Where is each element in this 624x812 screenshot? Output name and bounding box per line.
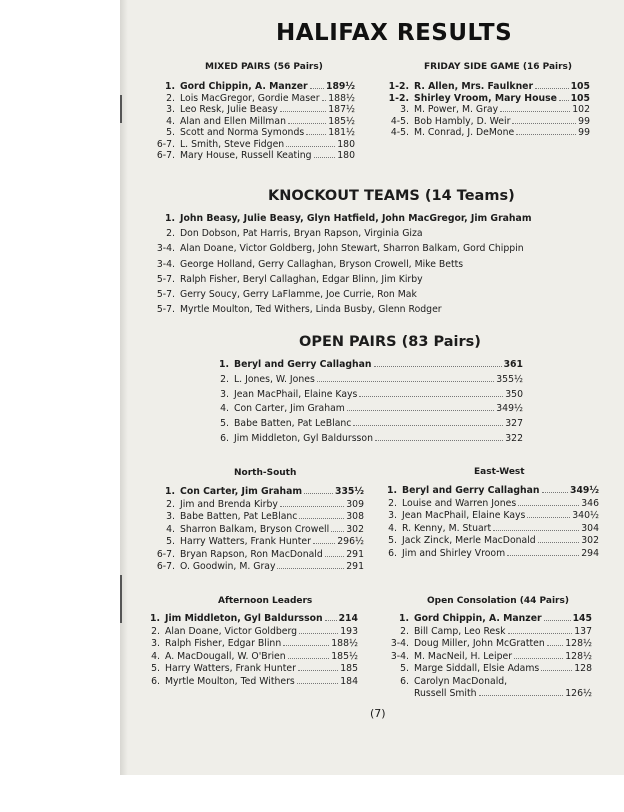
result-score: 291 <box>346 548 364 560</box>
dot-leader <box>297 683 339 684</box>
result-rank: 5. <box>388 535 397 546</box>
result-names: Shirley Vroom, Mary House <box>414 92 557 104</box>
result-score: 346 <box>581 497 599 509</box>
result-row <box>150 626 358 639</box>
result-names: George Holland, Gerry Callaghan, Bryson Crowell, Mike Betts <box>180 258 464 270</box>
dot-leader <box>299 633 338 634</box>
result-row <box>150 499 364 512</box>
result-names: Harry Watters, Frank Hunter <box>165 663 296 674</box>
result-score: 193 <box>340 625 358 637</box>
north-south-list <box>150 486 364 574</box>
result-rank: 5. <box>166 536 175 547</box>
result-row <box>384 688 592 701</box>
result-rank: 1. <box>164 213 175 224</box>
result-score: 302 <box>581 535 599 546</box>
result-score: 128½ <box>565 638 592 649</box>
dot-leader <box>298 670 338 671</box>
result-row <box>387 535 599 548</box>
result-score: 296½ <box>337 536 364 547</box>
dot-leader <box>538 542 580 543</box>
result-names: Beryl and Gerry Callaghan <box>402 485 540 496</box>
result-row <box>150 287 560 302</box>
dot-leader <box>283 645 329 646</box>
dot-leader <box>277 568 344 569</box>
result-score: 180 <box>337 150 355 161</box>
result-rank: 6. <box>151 675 160 687</box>
dot-leader <box>306 134 326 135</box>
result-row <box>387 548 599 561</box>
knockout-teams-list <box>150 211 560 317</box>
dot-leader <box>479 695 564 696</box>
result-row <box>150 116 355 128</box>
result-rank: 2. <box>220 373 229 385</box>
page-number: (7) <box>370 707 386 720</box>
result-score: 327 <box>505 418 523 430</box>
result-row <box>150 93 355 105</box>
result-names: Jean MacPhail, Elaine Kays <box>234 388 358 400</box>
dot-leader <box>347 410 494 411</box>
result-score: 181½ <box>328 127 355 138</box>
dot-leader <box>374 366 502 367</box>
result-rank: 1. <box>219 359 230 370</box>
result-names: John Beasy, Julie Beasy, Glyn Hatfield, John MacGregor, Jim Graham <box>180 213 532 224</box>
result-rank: 4. <box>166 523 175 535</box>
result-score: 309 <box>346 498 364 510</box>
result-rank: 5-7. <box>156 273 175 285</box>
east-west-list <box>387 485 599 560</box>
result-rank: 4. <box>151 650 160 662</box>
result-rank: 5. <box>166 127 175 138</box>
result-names: Bob Hambly, D. Weir <box>414 115 511 127</box>
dot-leader <box>559 100 569 101</box>
afternoon-leaders-list <box>150 613 358 688</box>
result-score: 350 <box>505 388 523 400</box>
result-names: Jean MacPhail, Elaine Kays <box>402 510 526 521</box>
result-score: 294 <box>581 547 599 559</box>
result-names: Doug Miller, John McGratten <box>414 638 545 649</box>
result-names: Carolyn MacDonald, <box>414 675 508 687</box>
result-rank: 1. <box>398 613 409 624</box>
result-names: Jim and Brenda Kirby <box>180 498 278 510</box>
open-pairs-heading: OPEN PAIRS (83 Pairs) <box>299 334 481 350</box>
result-score: 126½ <box>565 688 592 699</box>
binding-mark <box>120 95 122 123</box>
result-names: Gord Chippin, A. Manzer <box>414 613 542 624</box>
result-rank: 6. <box>400 675 409 687</box>
result-row <box>384 613 592 626</box>
dot-leader <box>518 505 579 506</box>
result-score: 185 <box>340 663 358 674</box>
dot-leader <box>310 88 324 89</box>
result-names: Alan Doane, Victor Goldberg <box>165 625 298 637</box>
result-names: A. MacDougall, W. O'Brien <box>165 650 286 662</box>
result-rank: 4. <box>220 403 229 415</box>
dot-leader <box>527 517 570 518</box>
east-west-heading: East-West <box>474 467 525 477</box>
result-rank: 5-7. <box>156 288 175 300</box>
result-score: 128½ <box>565 650 592 662</box>
result-row <box>387 498 599 511</box>
result-score: 322 <box>505 432 523 444</box>
dot-leader <box>280 111 326 112</box>
result-row <box>384 676 592 689</box>
result-names: Bill Camp, Leo Resk <box>414 625 506 637</box>
result-row <box>384 626 592 639</box>
result-names: Marge Siddall, Elsie Adams <box>414 663 540 674</box>
dot-leader <box>325 620 337 621</box>
result-names: Jim and Shirley Vroom <box>402 547 506 559</box>
result-names: Sharron Balkam, Bryson Crowell <box>180 523 330 535</box>
result-rank: 1-2. <box>388 81 409 92</box>
result-rank: 4. <box>388 522 397 534</box>
result-score: 99 <box>578 115 590 127</box>
result-names: M. Power, M. Gray <box>414 104 499 115</box>
result-row <box>384 104 590 116</box>
result-score: 188½ <box>331 638 358 649</box>
result-score: 187½ <box>328 104 355 115</box>
result-row <box>384 116 590 128</box>
result-names: Gerry Soucy, Gerry LaFlamme, Joe Currie, Ron Mak <box>180 288 417 300</box>
result-row <box>387 523 599 536</box>
result-rank: 1. <box>387 485 398 496</box>
dot-leader <box>322 100 327 101</box>
result-score: 102 <box>572 104 590 115</box>
dot-leader <box>286 146 335 147</box>
result-row <box>150 511 364 524</box>
result-score: 304 <box>581 522 599 534</box>
result-score: 340½ <box>572 510 599 521</box>
result-rank: 3-4. <box>390 650 409 662</box>
result-row <box>150 226 560 241</box>
result-rank: 3. <box>400 104 409 115</box>
dot-leader <box>541 670 572 671</box>
result-names: O. Goodwin, M. Gray <box>180 561 276 572</box>
result-score: 180 <box>337 138 355 150</box>
dot-leader <box>331 531 344 532</box>
result-names: M. MacNeil, H. Leiper <box>414 650 513 662</box>
result-rank: 6. <box>220 432 229 444</box>
dot-leader <box>299 518 344 519</box>
result-rank: 6-7. <box>156 138 175 150</box>
result-score: 349½ <box>496 403 523 415</box>
result-row <box>150 549 364 562</box>
mixed-pairs-list <box>150 81 355 162</box>
result-row <box>150 486 364 499</box>
result-names: R. Kenny, M. Stuart <box>402 522 492 534</box>
result-names: Louise and Warren Jones <box>402 497 517 509</box>
result-rank: 4-5. <box>390 115 409 127</box>
result-score: 355½ <box>496 373 523 385</box>
result-row <box>150 257 560 272</box>
result-rank: 6. <box>388 547 397 559</box>
result-row <box>150 613 358 626</box>
result-rank: 1-2. <box>388 92 409 104</box>
result-rank: 1. <box>164 486 175 497</box>
result-names: Beryl and Gerry Callaghan <box>234 359 372 370</box>
result-row <box>384 651 592 664</box>
result-row <box>150 302 560 317</box>
result-score: 145 <box>572 613 592 624</box>
result-score: 105 <box>570 92 590 104</box>
result-rank: 2. <box>166 92 175 104</box>
result-names: Mary House, Russell Keating <box>180 150 312 161</box>
result-row <box>150 676 358 689</box>
result-row <box>219 402 523 417</box>
dot-leader <box>493 530 579 531</box>
open-pairs-list <box>219 358 523 447</box>
result-names: L. Jones, W. Jones <box>234 373 315 385</box>
result-names: Leo Resk, Julie Beasy <box>180 104 278 115</box>
result-score: 185½ <box>331 650 358 662</box>
dot-leader <box>314 157 336 158</box>
result-names: Russell Smith <box>414 688 477 699</box>
result-row <box>219 432 523 447</box>
result-row <box>384 663 592 676</box>
result-names: Jack Zinck, Merle MacDonald <box>402 535 536 546</box>
result-score: 349½ <box>569 485 599 496</box>
result-score: 302 <box>346 523 364 535</box>
dot-leader <box>353 425 503 426</box>
result-names: Lois MacGregor, Gordie Maser <box>180 92 320 104</box>
result-row <box>150 638 358 651</box>
result-row <box>150 81 355 93</box>
result-names: Babe Batten, Pat LeBlanc <box>234 418 352 430</box>
result-row <box>387 510 599 523</box>
result-rank: 4-5. <box>390 127 409 138</box>
result-rank: 5-7. <box>156 304 175 316</box>
result-rank: 3. <box>166 104 175 115</box>
result-names: Don Dobson, Pat Harris, Bryan Rapson, Virginia Giza <box>180 228 423 240</box>
knockout-teams-heading: KNOCKOUT TEAMS (14 Teams) <box>268 188 515 204</box>
dot-leader <box>507 555 579 556</box>
dot-leader <box>288 123 326 124</box>
result-score: 105 <box>570 81 590 92</box>
result-row <box>219 388 523 403</box>
result-row <box>150 104 355 116</box>
result-score: 189½ <box>325 81 355 92</box>
result-rank: 2. <box>166 228 175 240</box>
result-rank: 5. <box>151 663 160 674</box>
result-names: M. Conrad, J. DeMone <box>414 127 515 138</box>
result-rank: 1. <box>150 613 161 624</box>
result-rank: 3-4. <box>156 258 175 270</box>
result-score: 137 <box>574 625 592 637</box>
mixed-pairs-heading: MIXED PAIRS (56 Pairs) <box>205 62 323 72</box>
dot-leader <box>288 658 330 659</box>
dot-leader <box>325 556 344 557</box>
result-rank: 6-7. <box>156 150 175 161</box>
open-consolation-list <box>384 613 592 701</box>
result-row <box>150 241 560 256</box>
result-rank: 3-4. <box>156 243 175 255</box>
result-row <box>150 536 364 549</box>
result-row <box>150 272 560 287</box>
result-names: Babe Batten, Pat LeBlanc <box>180 511 298 522</box>
result-rank: 1. <box>164 81 175 92</box>
result-names: Ralph Fisher, Beryl Callaghan, Edgar Blinn, Jim Kirby <box>180 273 423 285</box>
result-rank: 6-7. <box>156 548 175 560</box>
result-rank: 3. <box>151 638 160 649</box>
result-score: 214 <box>338 613 358 624</box>
result-row <box>387 485 599 498</box>
result-names: Gord Chippin, A. Manzer <box>180 81 308 92</box>
dot-leader <box>512 123 576 124</box>
result-rank: 2. <box>400 625 409 637</box>
dot-leader <box>544 620 571 621</box>
result-names: R. Allen, Mrs. Faulkner <box>414 81 534 92</box>
result-score: 308 <box>346 511 364 522</box>
result-names: Jim Middleton, Gyl Baldursson <box>234 432 373 444</box>
result-row <box>150 127 355 139</box>
dot-leader <box>508 633 573 634</box>
result-rank: 3. <box>388 510 397 521</box>
dot-leader <box>313 543 335 544</box>
result-score: 99 <box>578 127 590 138</box>
result-names: Harry Watters, Frank Hunter <box>180 536 311 547</box>
result-row <box>150 139 355 151</box>
result-score: 335½ <box>334 486 364 497</box>
result-row <box>384 93 590 105</box>
dot-leader <box>280 506 344 507</box>
result-row <box>150 524 364 537</box>
result-rank: 4. <box>166 115 175 127</box>
result-row <box>219 358 523 373</box>
result-row <box>384 81 590 93</box>
result-rank: 3-4. <box>390 638 409 649</box>
result-score: 184 <box>340 675 358 687</box>
result-row <box>384 638 592 651</box>
afternoon-leaders-heading: Afternoon Leaders <box>218 596 313 606</box>
dot-leader <box>514 658 563 659</box>
result-row <box>219 373 523 388</box>
result-row <box>150 561 364 574</box>
result-names: Con Carter, Jim Graham <box>180 486 303 497</box>
result-names: Scott and Norma Symonds <box>180 127 305 138</box>
result-rank: 3. <box>220 388 229 400</box>
result-row <box>150 211 560 226</box>
result-row <box>150 663 358 676</box>
result-row <box>384 127 590 139</box>
dot-leader <box>547 645 563 646</box>
result-rank: 5. <box>220 418 229 430</box>
result-names: L. Smith, Steve Fidgen <box>180 138 285 150</box>
dot-leader <box>500 111 570 112</box>
result-names: Myrtle Moulton, Ted Withers, Linda Busby, Glenn Rodger <box>180 304 442 316</box>
result-score: 361 <box>503 359 523 370</box>
result-score: 185½ <box>328 115 355 127</box>
dot-leader <box>317 381 494 382</box>
result-names: Con Carter, Jim Graham <box>234 403 345 415</box>
result-rank: 2. <box>151 625 160 637</box>
dot-leader <box>542 492 568 493</box>
result-score: 188½ <box>328 92 355 104</box>
result-row <box>219 417 523 432</box>
result-rank: 3. <box>166 511 175 522</box>
result-rank: 2. <box>166 498 175 510</box>
dot-leader <box>375 440 503 441</box>
north-south-heading: North-South <box>234 468 297 478</box>
result-score: 128 <box>574 663 592 674</box>
result-names: Alan and Ellen Millman <box>180 115 286 127</box>
result-rank: 6-7. <box>156 561 175 572</box>
result-score: 291 <box>346 561 364 572</box>
dot-leader <box>516 134 576 135</box>
result-names: Jim Middleton, Gyl Baldursson <box>165 613 323 624</box>
dot-leader <box>304 493 333 494</box>
dot-leader <box>535 88 569 89</box>
dot-leader <box>359 396 503 397</box>
result-row <box>150 651 358 664</box>
result-names: Myrtle Moulton, Ted Withers <box>165 675 295 687</box>
friday-side-game-heading: FRIDAY SIDE GAME (16 Pairs) <box>424 62 573 72</box>
binding-mark <box>120 575 122 623</box>
result-names: Bryan Rapson, Ron MacDonald <box>180 548 323 560</box>
open-consolation-heading: Open Consolation (44 Pairs) <box>427 596 569 606</box>
page-title: HALIFAX RESULTS <box>276 20 513 46</box>
result-rank: 2. <box>388 497 397 509</box>
result-names: Alan Doane, Victor Goldberg, John Stewart, Sharron Balkam, Gord Chippin <box>180 243 524 255</box>
result-row <box>150 150 355 162</box>
result-names: Ralph Fisher, Edgar Blinn <box>165 638 282 649</box>
friday-side-game-list <box>384 81 590 139</box>
result-rank: 5. <box>400 663 409 674</box>
